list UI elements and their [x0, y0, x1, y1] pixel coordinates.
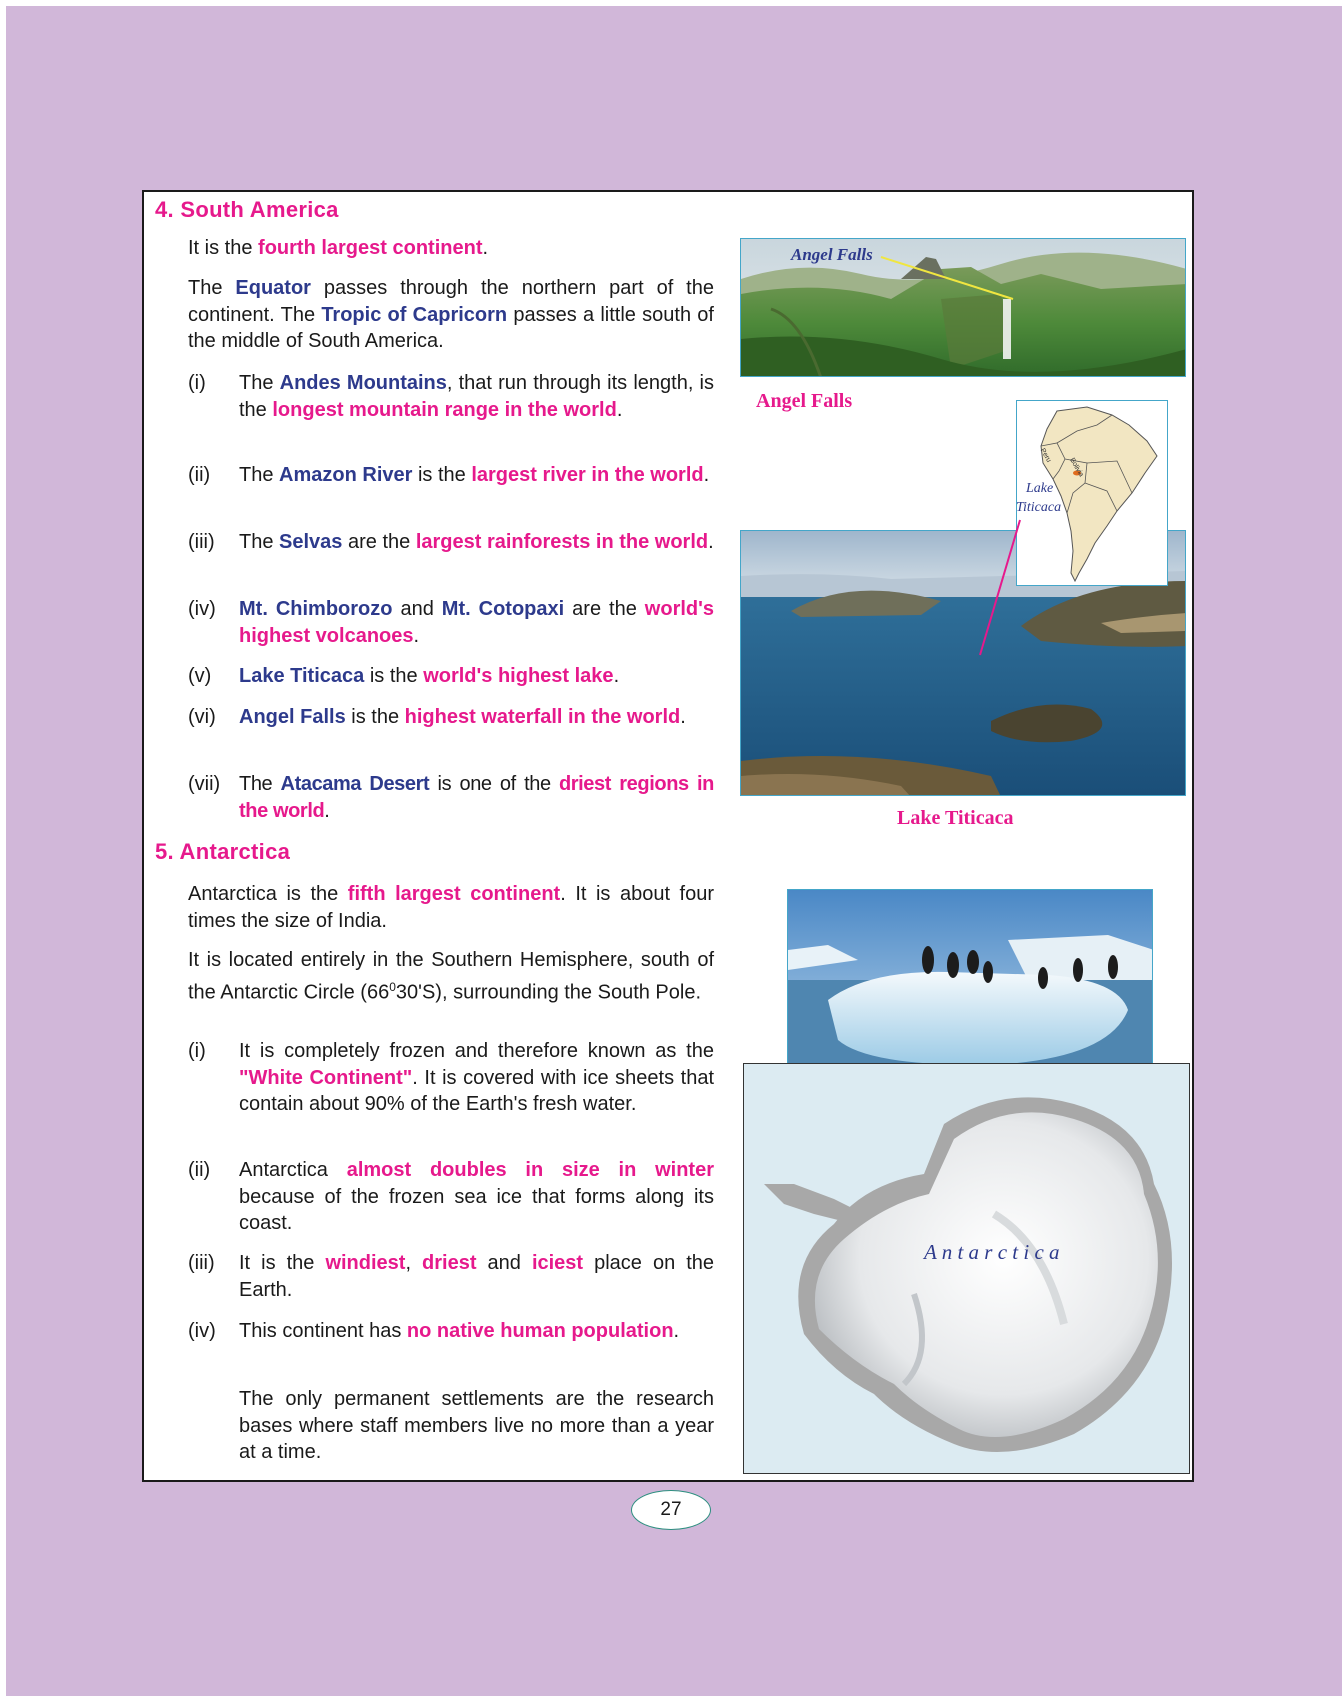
- lake-titicaca-caption: Lake Titicaca: [897, 807, 1014, 829]
- antarctica-heading: 5. Antarctica: [155, 839, 291, 864]
- an-paragraph-3: The only permanent settlements are the research bases where staff members live no more than a year at a time.: [239, 1388, 714, 1463]
- sa-paragraph-1: It is the fourth largest continent.: [188, 237, 489, 259]
- angel-falls-photo-label: Angel Falls: [791, 245, 873, 264]
- an-paragraph-2: It is located entirely in the Southern Hemisphere, south of the Antarctic Circle $(66^030'S)$, surrounding the South Pole.: [188, 949, 714, 1004]
- antarctica-map-label: A n t a r c t i c a: [924, 1240, 1060, 1264]
- map-peru-label: Peru: [1038, 447, 1053, 464]
- page-number: 27: [631, 1490, 711, 1530]
- sa-paragraph-2: The Equator passes through the northern part of the continent. The Tropic of Capricorn passes a little south of the middle of South America.: [188, 277, 714, 352]
- angel-falls-caption: Angel Falls: [756, 390, 853, 412]
- map-lake-label-1: Lake: [1026, 481, 1054, 496]
- an-paragraph-1: Antarctica is the fifth largest continent. It is about four times the size of India.: [188, 883, 715, 932]
- map-bolivia-label: Bolivia: [1068, 456, 1085, 479]
- lake-pointer-line: [970, 515, 1030, 660]
- south-america-heading: 4. South America: [155, 197, 339, 222]
- map-lake-label-2: Titicaca: [1016, 500, 1062, 515]
- antarctica-map: [743, 1063, 1190, 1474]
- penguins-iceberg-photo: [787, 889, 1153, 1075]
